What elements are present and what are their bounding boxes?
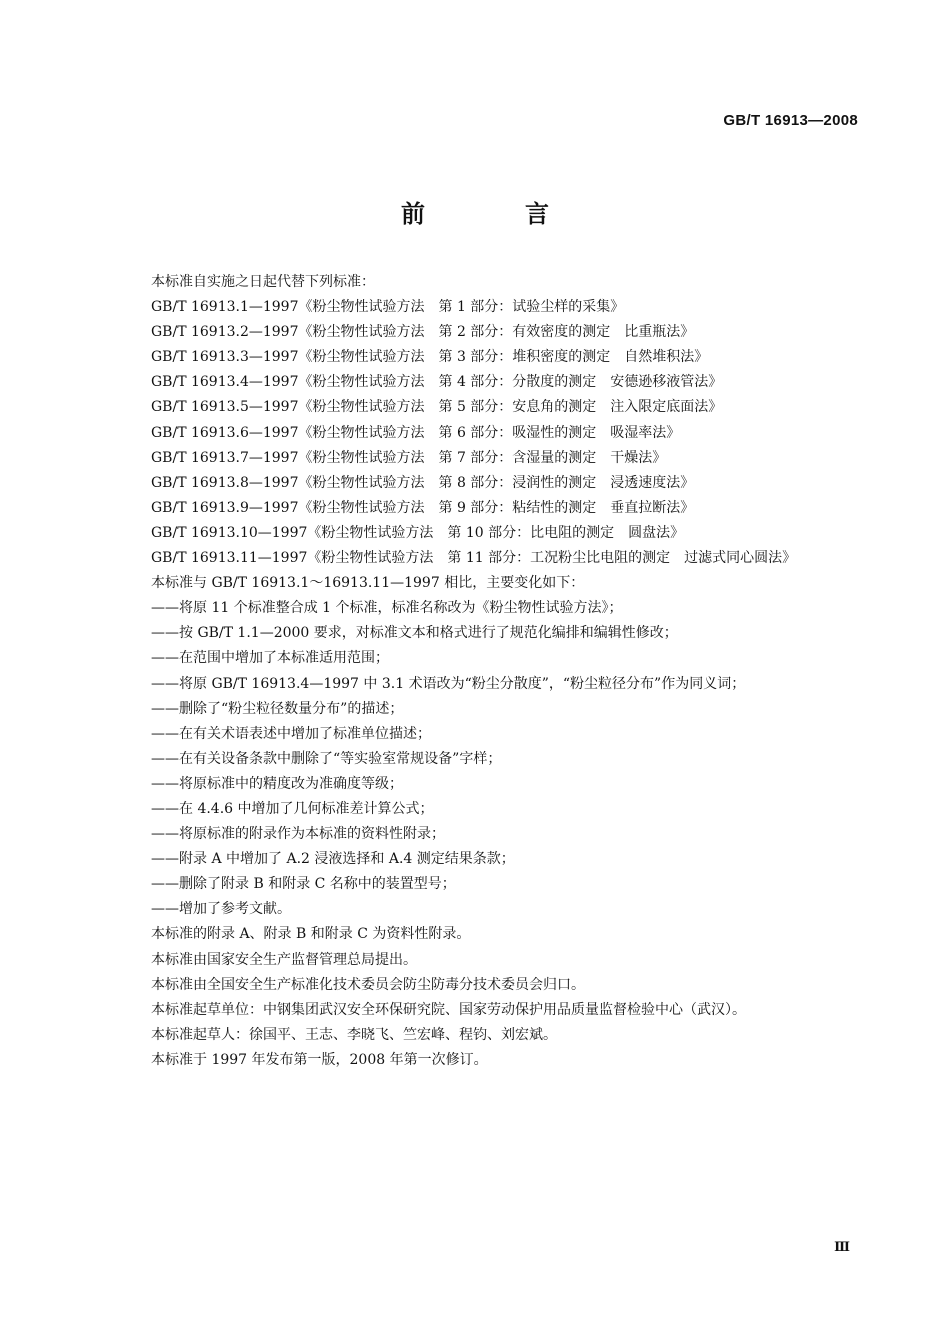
closing-paragraph: 本标准于 1997 年发布第一版，2008 年第一次修订。 <box>151 1051 488 1068</box>
change-item: ——按 GB/T 1.1—2000 要求，对标准文本和格式进行了规范化编排和编辑性修改； <box>151 625 678 642</box>
change-item: ——在有关术语表述中增加了标准单位描述； <box>151 725 431 742</box>
list-item: GB/T 16913.5—1997《粉尘物性试验方法 第 5 部分：安息角的测定 注入限定底面法》 <box>151 399 723 416</box>
list-item: GB/T 16913.11—1997《粉尘物性试验方法 第 11 部分：工况粉尘比电阻的测定 过滤式同心圆法》 <box>151 550 797 567</box>
change-item: ——将原 GB/T 16913.4—1997 中 3.1 术语改为“粉尘分散度”，“粉尘粒径分布”作为同义词； <box>151 675 746 692</box>
list-item: GB/T 16913.7—1997《粉尘物性试验方法 第 7 部分：含湿量的测定 干燥法》 <box>151 449 667 466</box>
change-item: ——附录 A 中增加了 A.2 浸液选择和 A.4 测定结果条款； <box>151 851 515 868</box>
change-item: ——在 4.4.6 中增加了几何标准差计算公式； <box>151 800 434 817</box>
list-item: GB/T 16913.10—1997《粉尘物性试验方法 第 10 部分：比电阻的测定 圆盘法》 <box>151 524 685 541</box>
closing-paragraphs <box>120 922 858 1073</box>
change-item: ——将原标准中的精度改为准确度等级； <box>151 775 403 792</box>
list-item: GB/T 16913.9—1997《粉尘物性试验方法 第 9 部分：粘结性的测定 垂直拉断法》 <box>151 499 695 516</box>
foreword-body <box>120 270 858 1073</box>
list-item: GB/T 16913.8—1997《粉尘物性试验方法 第 8 部分：浸润性的测定 浸透速度法》 <box>151 474 695 491</box>
list-item: GB/T 16913.4—1997《粉尘物性试验方法 第 4 部分：分散度的测定 安德逊移液管法》 <box>151 374 723 391</box>
page-number: Ⅲ <box>834 1240 850 1255</box>
change-item: ——删除了附录 B 和附录 C 名称中的装置型号； <box>151 876 456 893</box>
change-item: ——在范围中增加了本标准适用范围； <box>151 650 389 667</box>
replaced-standards-list <box>120 295 858 571</box>
closing-paragraph: 本标准由全国安全生产标准化技术委员会防尘防毒分技术委员会归口。 <box>151 976 585 993</box>
closing-paragraph: 本标准由国家安全生产监督管理总局提出。 <box>151 951 417 968</box>
change-item: ——在有关设备条款中删除了“等实验室常规设备”字样； <box>151 750 502 767</box>
changes-list <box>120 596 858 922</box>
closing-paragraph: 本标准的附录 A、附录 B 和附录 C 为资料性附录。 <box>151 926 471 943</box>
standard-number: GB/T 16913—2008 <box>723 112 858 129</box>
closing-paragraph: 本标准起草单位：中钢集团武汉安全环保研究院、国家劳动保护用品质量监督检验中心（武汉）。 <box>151 1001 746 1018</box>
changes-intro: 本标准与 GB/T 16913.1～16913.11—1997 相比，主要变化如下： <box>151 575 585 592</box>
change-item: ——将原 11 个标准整合成 1 个标准，标准名称改为《粉尘物性试验方法》； <box>151 600 623 617</box>
list-item: GB/T 16913.6—1997《粉尘物性试验方法 第 6 部分：吸湿性的测定 吸湿率法》 <box>151 424 681 441</box>
change-item: ——将原标准的附录作为本标准的资料性附录； <box>151 826 445 843</box>
list-item: GB/T 16913.1—1997《粉尘物性试验方法 第 1 部分：试验尘样的采集》 <box>151 299 625 316</box>
closing-paragraph: 本标准起草人：徐国平、王志、李晓飞、竺宏峰、程钧、刘宏斌。 <box>151 1026 557 1043</box>
intro-paragraph: 本标准自实施之日起代替下列标准： <box>151 274 375 290</box>
list-item: GB/T 16913.3—1997《粉尘物性试验方法 第 3 部分：堆积密度的测定 自然堆积法》 <box>151 349 709 366</box>
change-item: ——增加了参考文献。 <box>151 901 291 918</box>
list-item: GB/T 16913.2—1997《粉尘物性试验方法 第 2 部分：有效密度的测定 比重瓶法》 <box>151 324 695 341</box>
change-item: ——删除了“粉尘粒径数量分布”的描述； <box>151 700 404 717</box>
page-title: 前 言 <box>401 200 587 228</box>
